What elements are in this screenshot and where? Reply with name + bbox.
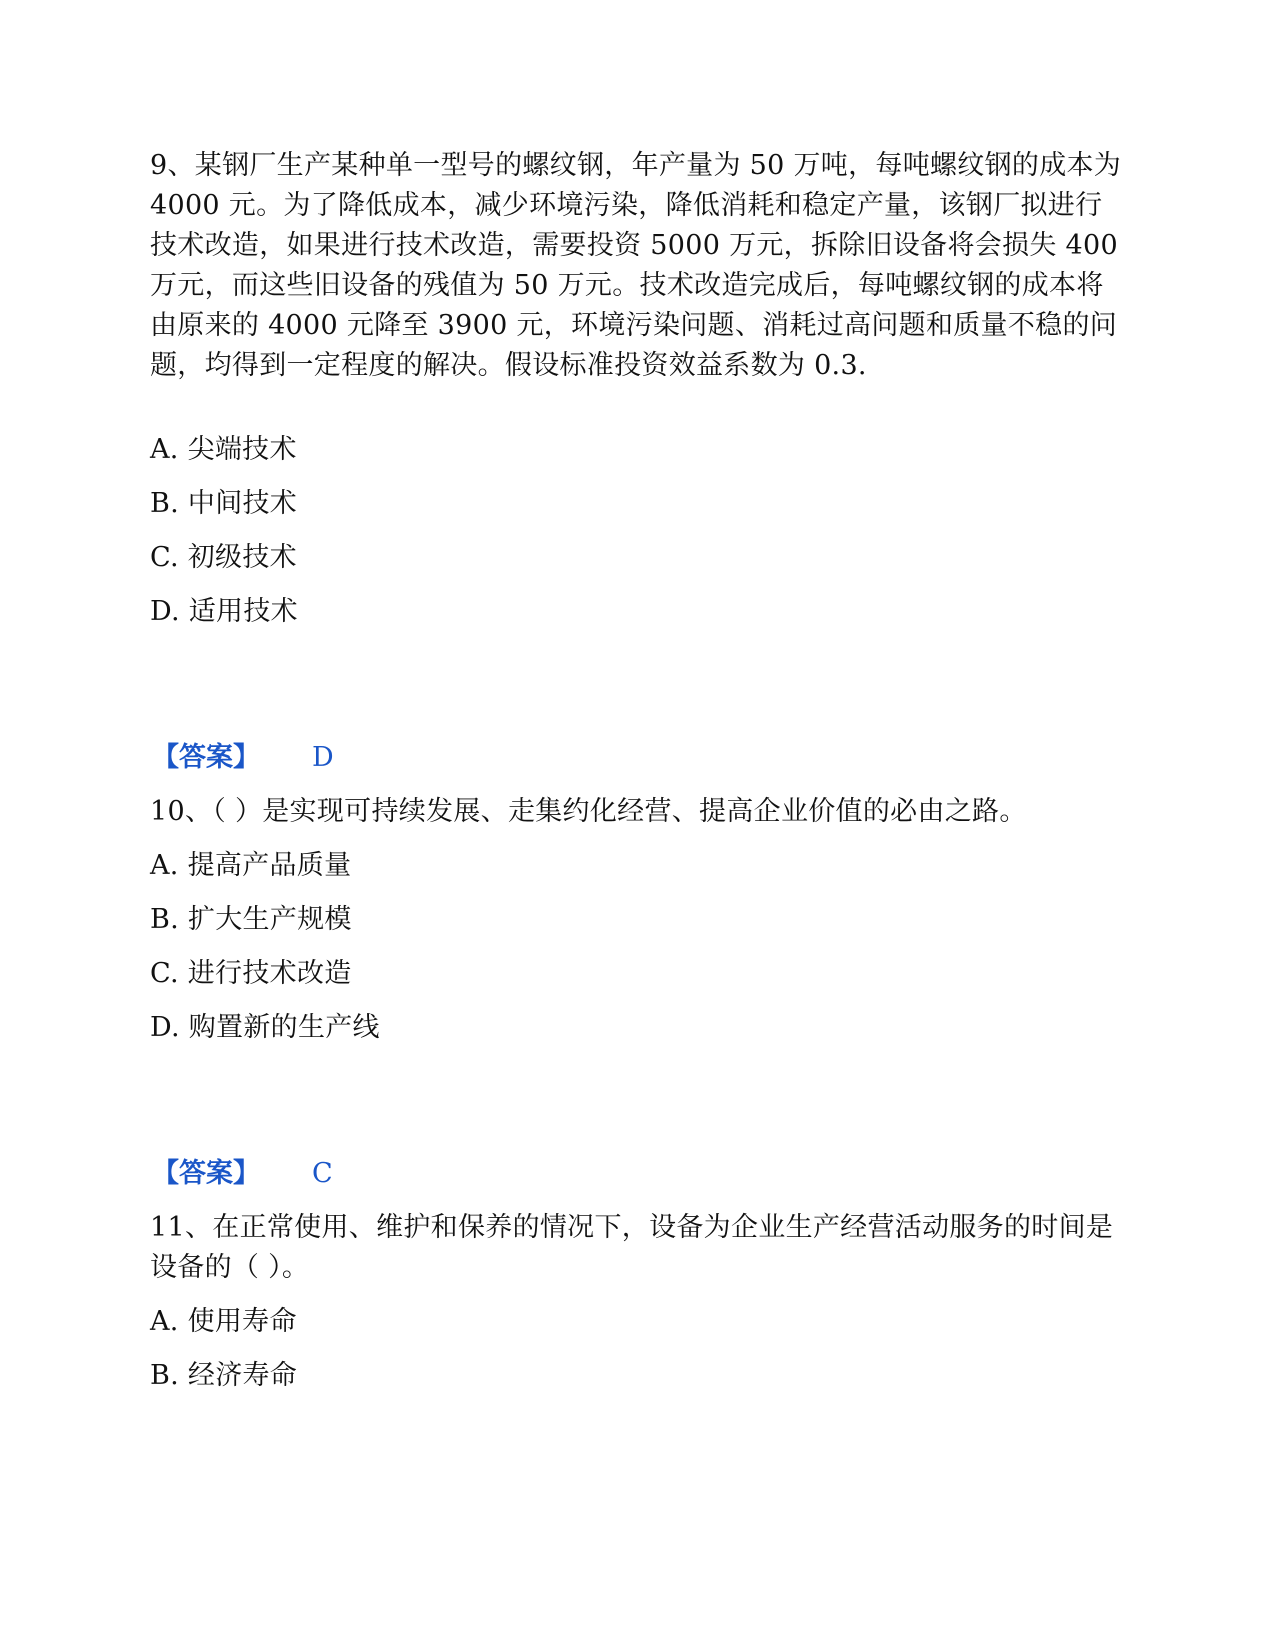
question-10-option-c: C. 进行技术改造	[150, 958, 352, 989]
question-9-option-d: D. 适用技术	[150, 596, 298, 627]
question-9-option-b: B. 中间技术	[150, 488, 298, 519]
question-11-stem	[150, 1208, 1125, 1288]
question-9-stem	[150, 146, 1125, 386]
question-9-option-c: C. 初级技术	[150, 542, 297, 573]
question-9-answer	[152, 738, 334, 778]
question-10-option-b: B. 扩大生产规模	[150, 904, 352, 935]
answer-value: C	[312, 1158, 333, 1189]
question-9-option-a: A. 尖端技术	[150, 434, 297, 465]
question-10-answer	[152, 1154, 333, 1194]
question-11-text: 在正常使用、维护和保养的情况下，设备为企业生产经营活动服务的时间是设备的（ ）。	[150, 1212, 1114, 1283]
question-11-option-a: A. 使用寿命	[150, 1306, 297, 1337]
question-9-number: 9、	[150, 150, 195, 181]
answer-value: D	[312, 742, 334, 773]
question-10-option-a: A. 提高产品质量	[150, 850, 352, 881]
question-11-number: 11、	[150, 1212, 213, 1243]
question-9-text: 某钢厂生产某种单一型号的螺纹钢，年产量为 50 万吨，每吨螺纹钢的成本为 4000 元。为了降低成本，减少环境污染，降低消耗和稳定产量，该钢厂拟进行技术改造，如果进行技术改造，需要投资 5000 万元，拆除旧设备将会损失 400 万元，而这些旧设备的残值为 50 万元。技术改造完成后，每吨螺纹钢的成本将由原来的 4000 元降至 3900 元，环境污染问题、消耗过高问题和质量不稳的问题，均得到一定程度的解决。假设标准投资效益系数为 0.3.	[150, 150, 1122, 381]
question-10-number: 10、	[150, 796, 213, 827]
question-10-option-d: D. 购置新的生产线	[150, 1012, 380, 1043]
question-10-text: （ ）是实现可持续发展、走集约化经营、提高企业价值的必由之路。	[212, 796, 1027, 827]
question-11-option-b: B. 经济寿命	[150, 1360, 298, 1391]
answer-label: 【答案】	[152, 742, 260, 773]
answer-label: 【答案】	[152, 1158, 260, 1189]
question-10-stem	[150, 792, 1027, 832]
